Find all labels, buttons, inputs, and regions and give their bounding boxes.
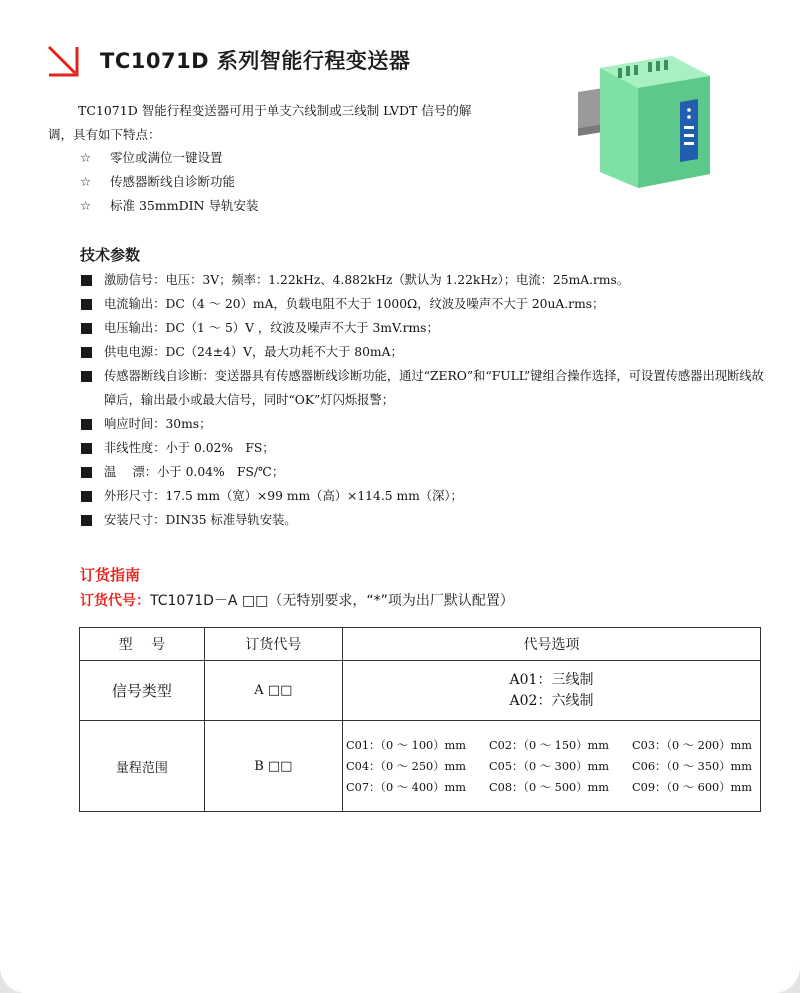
intro-paragraph bbox=[48, 99, 548, 147]
star-icon: ☆ bbox=[80, 198, 92, 213]
intro-line-2: 调，具有如下特点： bbox=[48, 127, 161, 142]
param-item: 电流输出：DC（4 ～ 20）mA，负载电阻不大于 1000Ω，纹波及噪声不大于 20uA.rms； bbox=[80, 292, 770, 316]
square-bullet-icon bbox=[81, 443, 92, 454]
option-item: C06：（0 ～ 350）mm bbox=[632, 760, 752, 773]
row-name: 信号类型 bbox=[80, 661, 205, 721]
option-item: C08：（0 ～ 500）mm bbox=[489, 781, 609, 794]
row-code: B □□ bbox=[204, 721, 342, 812]
option-item: A01：三线制 bbox=[509, 671, 594, 688]
param-item: 供电电源：DC（24±4）V，最大功耗不大于 80mA； bbox=[80, 340, 770, 364]
param-item: 温 漂：小于 0.04% FS/℃； bbox=[80, 460, 770, 484]
square-bullet-icon bbox=[81, 491, 92, 502]
square-bullet-icon bbox=[81, 371, 92, 382]
order-guide-heading: 订货指南 bbox=[80, 566, 141, 584]
column-header-options: 代号选项 bbox=[343, 628, 761, 661]
square-bullet-icon bbox=[81, 275, 92, 286]
param-item: 外形尺寸：17.5 mm（宽）×99 mm（高）×114.5 mm（深）； bbox=[80, 484, 770, 508]
option-item: A02：六线制 bbox=[509, 692, 594, 709]
page-title: TC1071D 系列智能行程变送器 bbox=[100, 49, 411, 73]
param-item: 激励信号：电压：3V；频率：1.22kHz、4.882kHz（默认为 1.22kHz）；电流：25mA.rms。 bbox=[80, 268, 770, 292]
square-bullet-icon bbox=[81, 419, 92, 430]
option-item: C09：（0 ～ 600）mm bbox=[632, 781, 752, 794]
option-item: C05：（0 ～ 300）mm bbox=[489, 760, 609, 773]
option-item: C01：（0 ～ 100）mm bbox=[346, 739, 466, 752]
order-code-text: TC1071D－A □□（无特别要求，“*”项为出厂默认配置） bbox=[150, 593, 514, 609]
param-item: 传感器断线自诊断：变送器具有传感器断线诊断功能，通过“ZERO”和“FULL”键组合操作选择，可设置传感器出现断线故障后，输出最小或最大信号，同时“OK”灯闪烁报警； bbox=[80, 364, 770, 412]
row-code: A □□ bbox=[204, 661, 342, 721]
star-icon: ☆ bbox=[80, 150, 92, 165]
row-options bbox=[343, 661, 761, 721]
tech-params-list bbox=[80, 268, 770, 532]
option-item: C03：（0 ～ 200）mm bbox=[632, 739, 752, 752]
param-item: 非线性度：小于 0.02% FS； bbox=[80, 436, 770, 460]
option-item: C07：（0 ～ 400）mm bbox=[346, 781, 466, 794]
feature-list bbox=[80, 146, 258, 218]
param-item: 电压输出：DC（1 ～ 5）V ，纹波及噪声不大于 3mV.rms； bbox=[80, 316, 770, 340]
intro-line-1: TC1071D 智能行程变送器可用于单支六线制或三线制 LVDT 信号的解 bbox=[78, 103, 472, 118]
square-bullet-icon bbox=[81, 347, 92, 358]
option-item: C04：（0 ～ 250）mm bbox=[346, 760, 466, 773]
square-bullet-icon bbox=[81, 467, 92, 478]
table-row bbox=[80, 661, 761, 721]
order-code-label: 订货代号： bbox=[80, 593, 150, 609]
option-item: C02：（0 ～ 150）mm bbox=[489, 739, 609, 752]
order-spec-table bbox=[79, 627, 761, 812]
param-item: 安装尺寸：DIN35 标准导轨安装。 bbox=[80, 508, 770, 532]
range-options-grid bbox=[343, 737, 760, 795]
column-header-model: 型 号 bbox=[80, 628, 205, 661]
diagonal-arrow-icon bbox=[46, 44, 80, 78]
star-icon: ☆ bbox=[80, 174, 92, 189]
feature-item: ☆ 传感器断线自诊断功能 bbox=[80, 170, 258, 194]
table-row bbox=[80, 721, 761, 812]
order-code-line bbox=[80, 590, 514, 610]
param-item: 响应时间：30ms； bbox=[80, 412, 770, 436]
feature-item: ☆ 零位或满位一键设置 bbox=[80, 146, 258, 170]
square-bullet-icon bbox=[81, 515, 92, 526]
square-bullet-icon bbox=[81, 299, 92, 310]
row-name: 量程范围 bbox=[80, 721, 205, 812]
square-bullet-icon bbox=[81, 323, 92, 334]
transmitter-product-image bbox=[560, 54, 720, 189]
table-header-row bbox=[80, 628, 761, 661]
row-options bbox=[343, 721, 761, 812]
tech-params-heading: 技术参数 bbox=[80, 246, 141, 264]
feature-item: ☆ 标准 35mmDIN 导轨安装 bbox=[80, 194, 258, 218]
column-header-order-code: 订货代号 bbox=[204, 628, 342, 661]
